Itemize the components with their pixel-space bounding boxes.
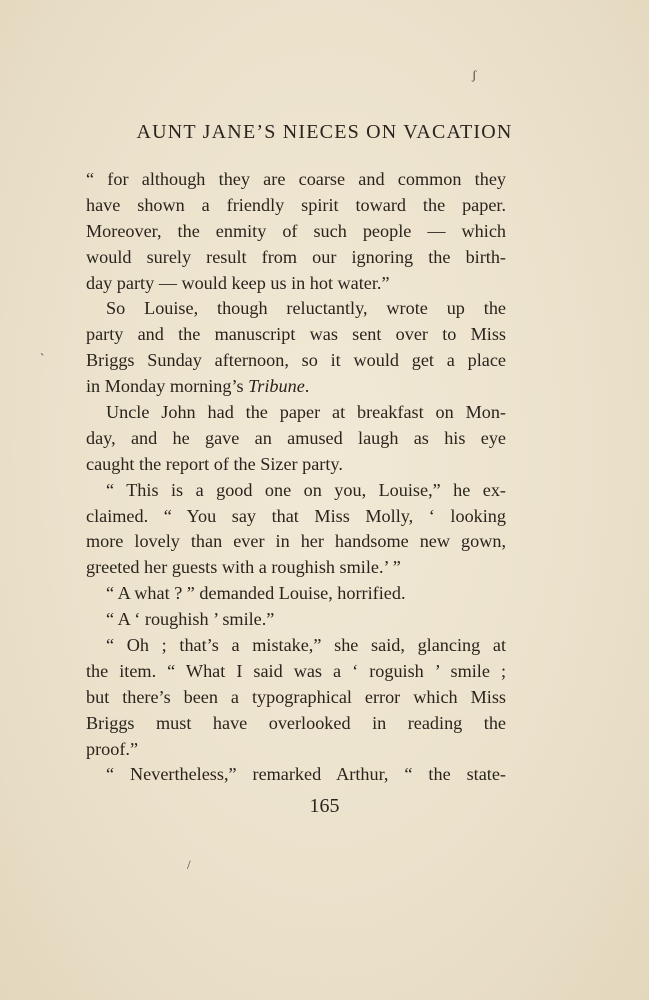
text-run: Moreover, the enmity of such people — which bbox=[86, 220, 506, 241]
text-line bbox=[86, 193, 506, 219]
text-run: day party — would keep us in hot water.” bbox=[86, 272, 390, 293]
italic-text: Tribune bbox=[248, 376, 305, 397]
text-run: claimed. “ You say that Miss Molly, ‘ looking bbox=[86, 505, 506, 526]
text-run: Briggs must have overlooked in reading the bbox=[86, 712, 506, 733]
text-run: but there’s been a typographical error which Miss bbox=[86, 686, 506, 707]
body-text bbox=[86, 167, 506, 788]
text-run: . bbox=[304, 376, 310, 397]
text-run: “ Nevertheless,” remarked Arthur, “ the state- bbox=[106, 764, 506, 785]
text-run: day, and he gave an amused laugh as his eye bbox=[86, 427, 506, 448]
text-line bbox=[86, 400, 506, 426]
text-line bbox=[86, 478, 506, 504]
text-line bbox=[86, 219, 506, 245]
text-run: proof.” bbox=[86, 738, 139, 759]
text-run: “ A what ? ” demanded Louise, horrified. bbox=[106, 583, 406, 604]
text-run: more lovely than ever in her handsome new gown, bbox=[86, 531, 506, 552]
text-run: “ Oh ; that’s a mistake,” she said, glancing at bbox=[106, 635, 506, 656]
text-run: greeted her guests with a roughish smile.’ ” bbox=[86, 557, 401, 578]
text-line bbox=[86, 633, 506, 659]
paper-speck-mark: / bbox=[187, 857, 191, 872]
text-run: Briggs Sunday afternoon, so it would get a place bbox=[86, 350, 506, 371]
paper-speck-mark: ˏ bbox=[40, 341, 45, 356]
text-line bbox=[86, 607, 506, 633]
text-run: So Louise, though reluctantly, wrote up the bbox=[106, 298, 506, 319]
text-line bbox=[86, 426, 506, 452]
text-line bbox=[86, 167, 506, 193]
text-line bbox=[86, 322, 506, 348]
text-run: Uncle John had the paper at breakfast on Mon- bbox=[106, 402, 506, 423]
text-line bbox=[86, 737, 506, 763]
text-run: the item. “ What I said was a ‘ roguish ’ smile ; bbox=[86, 660, 506, 681]
text-line bbox=[86, 296, 506, 322]
text-line bbox=[86, 529, 506, 555]
running-head: AUNT JANE’S NIECES ON VACATION bbox=[136, 121, 513, 143]
paper-speck-mark: ʃ bbox=[472, 67, 477, 82]
text-line bbox=[86, 504, 506, 530]
text-run: “ This is a good one on you, Louise,” he ex- bbox=[106, 479, 506, 500]
text-line bbox=[86, 271, 506, 297]
text-line bbox=[86, 659, 506, 685]
text-line bbox=[86, 245, 506, 271]
text-run: have shown a friendly spirit toward the paper. bbox=[86, 194, 506, 215]
text-line bbox=[86, 762, 506, 788]
text-run: would surely result from our ignoring the birth- bbox=[86, 246, 506, 267]
text-run: party and the manuscript was sent over to Miss bbox=[86, 324, 506, 345]
text-line bbox=[86, 374, 506, 400]
text-line bbox=[86, 452, 506, 478]
text-line bbox=[86, 711, 506, 737]
text-line bbox=[86, 555, 506, 581]
text-run: in Monday morning’s bbox=[86, 376, 249, 397]
text-line bbox=[86, 581, 506, 607]
text-run: “ for although they are coarse and common they bbox=[86, 169, 506, 189]
text-run: caught the report of the Sizer party. bbox=[86, 453, 343, 474]
text-line bbox=[86, 348, 506, 374]
page-number: 165 bbox=[309, 795, 340, 817]
text-run: “ A ‘ roughish ’ smile.” bbox=[106, 609, 275, 630]
text-line bbox=[86, 685, 506, 711]
